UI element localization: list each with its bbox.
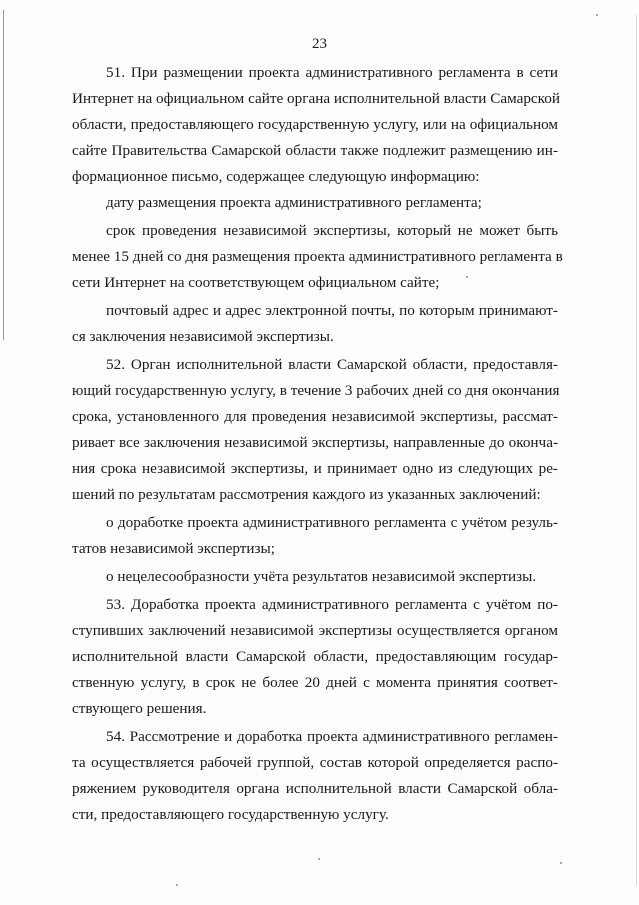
text-line: исполнительной власти Самарской области, предоставляющим государ- [72,648,558,665]
text-line: срок проведения независимой экспертизы, который не может быть [106,222,558,239]
text-line: сти, предоставляющего государственную услугу. [72,806,389,823]
paragraph-p51-1 [72,190,558,216]
paragraph-p51-3 [72,298,558,350]
text-line: ряжением руководителя органа исполнительной власти Самарской обла- [72,780,558,797]
text-line: Интернет на официальном сайте органа исполнительной власти Самарской [72,90,560,107]
text-line: ступивших заключений независимой экспертизы осуществляется органом [72,622,558,639]
scan-edge-right [636,15,637,885]
text-line: о доработке проекта административного регламента с учётом резуль- [106,514,558,531]
text-line: татов независимой экспертизы; [72,540,275,557]
text-line: 51. При размещении проекта административного регламента в сети [106,64,558,81]
text-line: срока, установленного для проведения независимой экспертизы, рассмат- [72,408,558,425]
text-line: формационное письмо, содержащее следующую информацию: [72,168,480,185]
scan-speck [560,862,562,864]
text-line: шений по результатам рассмотрения каждого из указанных заключений: [72,486,541,503]
text-line: области, предоставляющего государственную услугу, или на официальном [72,116,558,133]
text-line: ривает все заключения независимой экспертизы, направленные до оконча- [72,434,558,451]
text-line: ющий государственную услугу, в течение 3 рабочих дней со дня окончания [72,382,560,399]
text-line: 52. Орган исполнительной власти Самарской области, предоставля- [106,356,558,373]
document-body [72,60,563,828]
paragraph-p54 [72,724,558,828]
text-line: ственную услугу, в срок не более 20 дней с момента принятия соответ- [72,674,558,691]
scan-speck [318,858,320,860]
text-line: дату размещения проекта административного регламента; [106,194,482,211]
paragraph-p51 [72,60,558,190]
paragraph-p52-1 [72,510,558,562]
text-line: сайте Правительства Самарской области также подлежит размещению ин- [72,142,558,159]
page-number: 23 [312,36,327,52]
scan-speck [466,276,468,278]
text-line: 53. Доработка проекта административного регламента с учётом по- [106,596,558,613]
scan-speck [596,14,598,16]
text-line: ся заключения независимой экспертизы. [72,328,334,345]
paragraph-p53 [72,592,558,722]
paragraph-p52 [72,352,558,508]
paragraph-p52-2 [72,564,558,590]
text-line: почтовый адрес и адрес электронной почты, по которым принимают- [106,302,558,319]
text-line: та осуществляется рабочей группой, состав которой определяется распо- [72,754,558,771]
text-line: 54. Рассмотрение и доработка проекта административного регламен- [106,728,558,745]
text-line: ствующего решения. [72,700,207,717]
scan-speck [176,884,178,886]
scan-edge-left [3,10,4,340]
paragraph-p51-2 [72,218,563,296]
text-line: о нецелесообразности учёта результатов независимой экспертизы. [106,568,537,585]
text-line: ния срока независимой экспертизы, и принимает одно из следующих ре- [72,460,558,477]
text-line: менее 15 дней со дня размещения проекта административного регламента в [72,248,563,265]
text-line: сети Интернет на соответствующем официальном сайте; [72,274,440,291]
